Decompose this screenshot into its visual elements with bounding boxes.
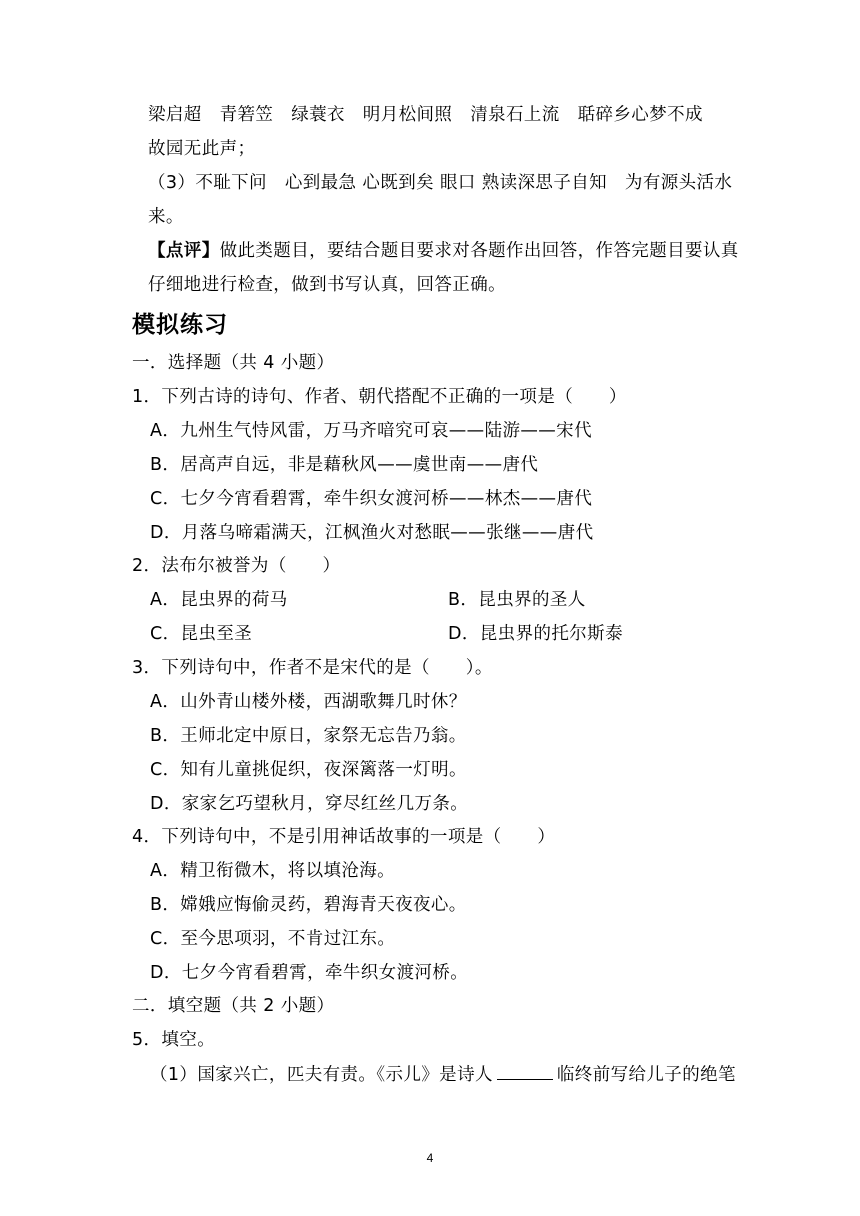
answer-line-4: 来。 [148, 207, 184, 227]
q2-option-b: B．昆虫界的圣人 [448, 590, 586, 610]
q5-stem: 5．填空。 [132, 1030, 216, 1050]
q2-option-c: C．昆虫至圣 [150, 624, 253, 644]
answer-line-3: （3）不耻下问 心到最急 心既到矣 眼口 熟读深思子自知 为有源头活水 [148, 173, 733, 193]
q1-option-d: D．月落乌啼霜满天，江枫渔火对愁眠——张继——唐代 [150, 523, 594, 543]
q2-option-a: A．昆虫界的荷马 [150, 590, 288, 610]
q3-option-a: A．山外青山楼外楼，西湖歌舞几时休？ [150, 692, 467, 712]
q3-stem: 3．下列诗句中，作者不是宋代的是（ ）。 [132, 658, 493, 678]
q5-sub1 [150, 1063, 736, 1086]
comment-label: 【点评】 [148, 241, 220, 261]
q1-option-a: A．九州生气恃风雷，万马齐喑究可哀——陆游——宋代 [150, 421, 592, 441]
comment-line-1 [148, 240, 739, 262]
part2-heading: 二．填空题（共 2 小题） [132, 996, 335, 1016]
q1-option-b: B．居高声自远，非是藉秋风——虞世南——唐代 [150, 455, 539, 475]
q4-option-a: A．精卫衔微木，将以填沧海。 [150, 861, 396, 881]
q3-option-d: D．家家乞巧望秋月，穿尽红丝几万条。 [150, 794, 469, 814]
section-title: 模拟练习 [132, 312, 228, 338]
q4-stem: 4．下列诗句中，不是引用神话故事的一项是（ ） [132, 827, 556, 847]
q2-stem: 2．法布尔被誉为（ ） [132, 556, 341, 576]
comment-text-1: 做此类题目，要结合题目要求对各题作出回答，作答完题目要认真 [219, 241, 739, 261]
q2-option-d: D．昆虫界的托尔斯泰 [448, 624, 623, 644]
q5-sub1-text-before: （1）国家兴亡，匹夫有责。《示儿》是诗人 [150, 1065, 493, 1085]
q1-stem: 1．下列古诗的诗句、作者、朝代搭配不正确的一项是（ ） [132, 387, 627, 407]
q4-option-c: C．至今思项羽，不肯过江东。 [150, 929, 396, 949]
q1-option-c: C．七夕今宵看碧霄，牵牛织女渡河桥——林杰——唐代 [150, 489, 593, 509]
q4-option-d: D．七夕今宵看碧霄，牵牛织女渡河桥。 [150, 963, 469, 983]
answer-line-1: 梁启超 青箬笠 绿蓑衣 明月松间照 清泉石上流 聒碎乡心梦不成 [148, 105, 703, 125]
page-number: 4 [426, 1151, 434, 1165]
comment-line-2: 仔细地进行检查，做到书写认真，回答正确。 [148, 275, 506, 295]
q4-option-b: B．嫦娥应悔偷灵药，碧海青天夜夜心。 [150, 895, 467, 915]
answer-line-2: 故园无此声； [148, 139, 256, 159]
q3-option-c: C．知有儿童挑促织，夜深篱落一灯明。 [150, 760, 467, 780]
fill-blank [497, 1063, 553, 1080]
part1-heading: 一．选择题（共 4 小题） [132, 353, 335, 373]
q5-sub1-text-after: 临终前写给儿子的绝笔 [556, 1065, 736, 1085]
q3-option-b: B．王师北定中原日，家祭无忘告乃翁。 [150, 726, 467, 746]
